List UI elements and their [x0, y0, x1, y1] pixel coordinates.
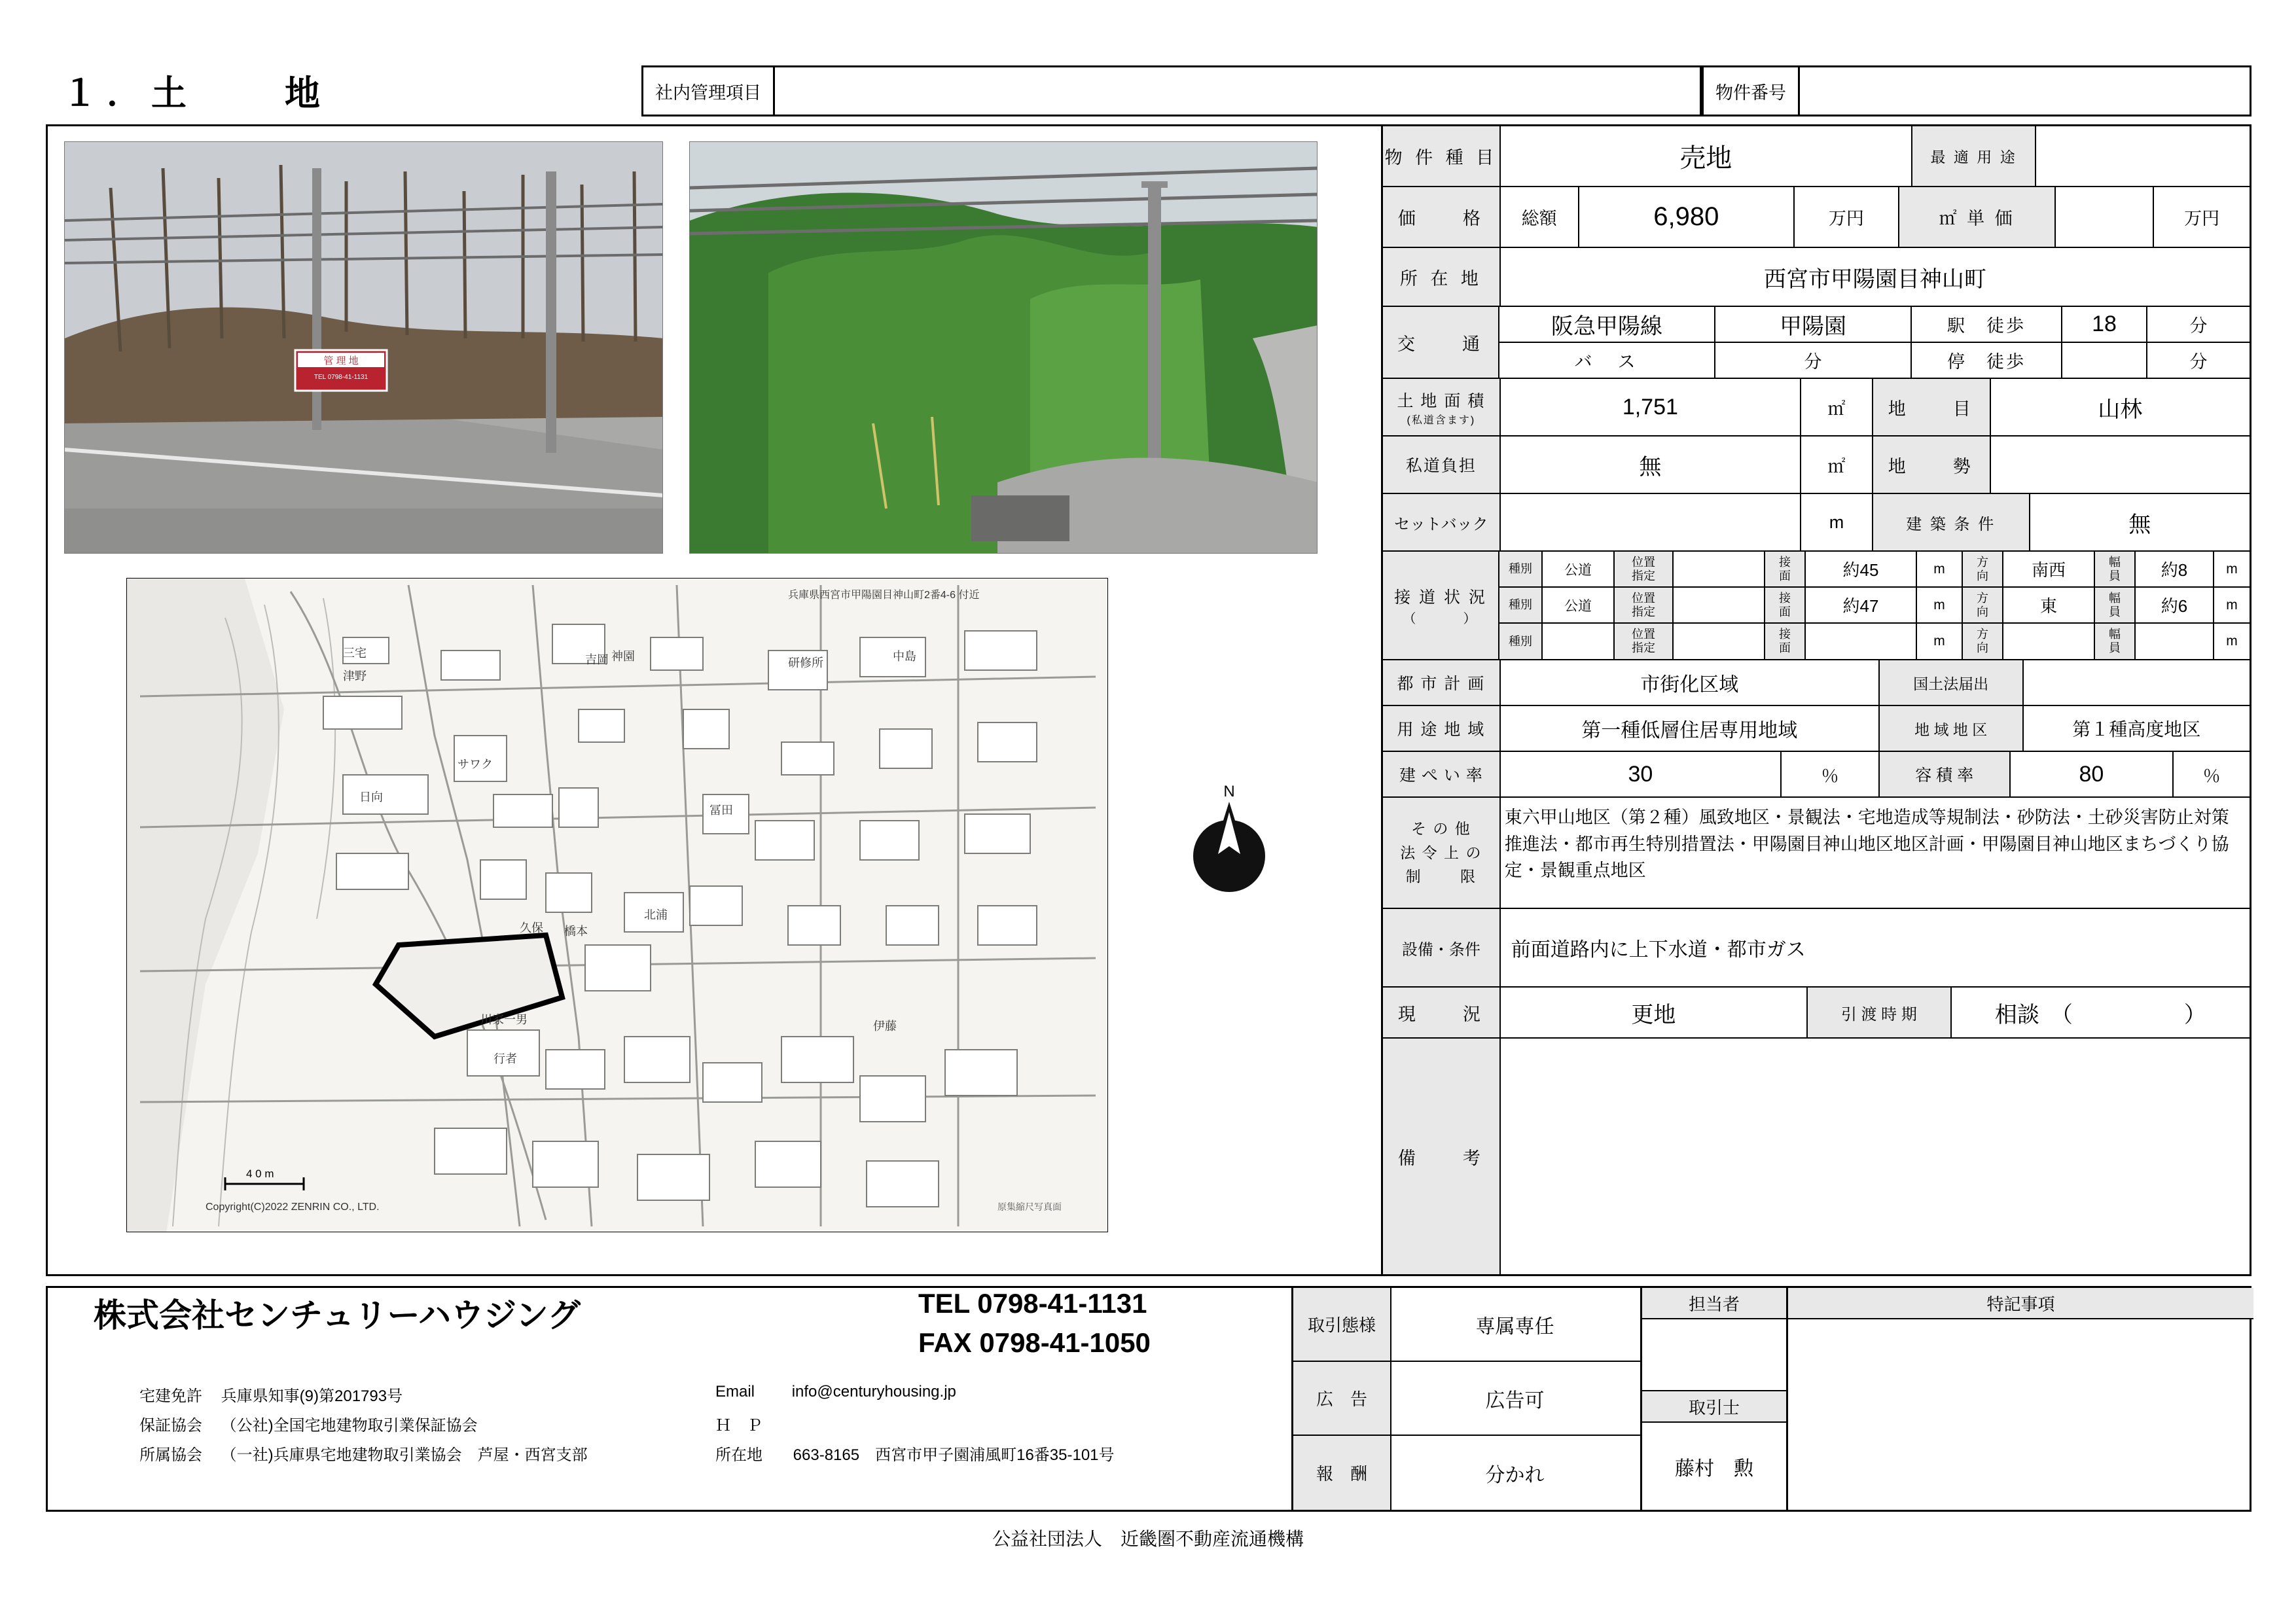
company-fax: FAX 0798-41-1050 — [918, 1327, 1151, 1358]
access-label-sub: （ ） — [1403, 611, 1479, 626]
access-label-main: 接 道 状 況 — [1394, 588, 1487, 607]
svg-text:川家一男: 川家一男 — [480, 1013, 528, 1026]
assoc-label: 所属協会 — [139, 1446, 202, 1464]
svg-text:Copyright(C)2022 ZENRIN CO., L: Copyright(C)2022 ZENRIN CO., LTD. — [206, 1202, 380, 1213]
station-walk-label: 駅 徒歩 — [1912, 307, 2062, 342]
access-pos-label-1: 位置 指定 — [1615, 552, 1674, 586]
svg-text:原集縮尺写真面: 原集縮尺写真面 — [997, 1202, 1062, 1212]
photo-site-1 — [64, 141, 663, 554]
kenpei-value: 30 — [1501, 752, 1782, 796]
youseki-label: 容 積 率 — [1880, 752, 2011, 796]
svg-text:北浦: 北浦 — [644, 908, 668, 921]
access-width-label-3: 幅 員 — [2095, 624, 2136, 659]
fee-value: 分かれ — [1485, 1464, 1545, 1486]
station-value: 甲陽園 — [1715, 307, 1912, 342]
price-total-label: 総額 — [1501, 187, 1579, 247]
svg-text:兵庫県西宮市甲陽園目神山町2番4-6 付近: 兵庫県西宮市甲陽園目神山町2番4-6 付近 — [788, 590, 980, 601]
svg-text:神園: 神園 — [611, 650, 635, 663]
land-area-value: 1,751 — [1501, 379, 1801, 435]
property-number-label: 物件番号 — [1715, 82, 1786, 103]
access-label — [1383, 552, 1499, 659]
price-label: 価 格 — [1383, 187, 1501, 247]
access-dir-label-2: 方 向 — [1963, 588, 2003, 622]
access-face-label-3: 接 面 — [1765, 624, 1806, 659]
stop-minutes[interactable] — [2062, 343, 2147, 378]
hp-row — [715, 1412, 795, 1435]
access-type-label-1: 種別 — [1499, 552, 1543, 586]
chimoku-value: 山林 — [2098, 397, 2143, 422]
handover-value: 相談 （ ） — [1994, 1002, 2206, 1027]
private-road-unit: ㎡ — [1801, 437, 1873, 493]
access-face-label-2: 接 面 — [1765, 588, 1806, 622]
equipment-value: 前面道路内に上下水道・都市ガス — [1511, 939, 1806, 961]
walk-minutes-unit: 分 — [2189, 316, 2208, 336]
svg-text:日向: 日向 — [359, 791, 383, 804]
setback-label: セットバック — [1383, 494, 1501, 550]
best-use-label: 最 適 用 途 — [1912, 126, 2037, 186]
access-pos-value-3[interactable] — [1674, 624, 1765, 659]
ad-label: 広 告 — [1293, 1362, 1391, 1435]
access-width-value-1: 約8 — [2136, 552, 2214, 586]
office-address-row — [715, 1442, 1115, 1465]
price-unit: 万円 — [1795, 187, 1899, 247]
city-plan-value: 市街化区域 — [1501, 660, 1880, 705]
office-address-label: 所在地 — [715, 1446, 762, 1464]
access-width-unit-2: m — [2226, 597, 2238, 613]
status-label: 現 況 — [1383, 988, 1501, 1037]
kokudo-value[interactable] — [2024, 660, 2250, 705]
photo-site-2 — [689, 141, 1318, 554]
land-area-label-sub: (私道含ます) — [1407, 414, 1476, 426]
chisei-label: 地 勢 — [1873, 437, 1991, 493]
price-total-value: 6,980 — [1579, 187, 1795, 247]
chiiki-label: 地 域 地 区 — [1880, 706, 2024, 751]
access-type-value-3[interactable] — [1543, 624, 1615, 659]
office-address-value: 663-8165 西宮市甲子園浦風町16番35-101号 — [793, 1446, 1115, 1464]
unit-price-value[interactable] — [2056, 187, 2154, 247]
company-tel: TEL 0798-41-1131 — [918, 1288, 1147, 1319]
land-area-label-main: 土 地 面 積 — [1397, 391, 1486, 410]
email-label: Email — [715, 1383, 755, 1400]
bus-minutes-unit: 分 — [1715, 343, 1912, 378]
svg-text:N: N — [1223, 783, 1235, 800]
internal-management-box — [641, 65, 1702, 116]
company-name: 株式会社センチュリーハウジング — [94, 1297, 581, 1334]
train-line-value: 阪急甲陽線 — [1499, 307, 1715, 342]
access-pos-label-3: 位置 指定 — [1615, 624, 1674, 659]
svg-text:TEL 0798-41-1131: TEL 0798-41-1131 — [314, 374, 368, 381]
page-title: １．土 地 — [62, 74, 329, 113]
svg-text:三宅: 三宅 — [343, 647, 367, 660]
svg-text:伊藤: 伊藤 — [873, 1020, 897, 1033]
private-road-value: 無 — [1501, 437, 1801, 493]
deal-type-value: 専属専任 — [1475, 1315, 1554, 1338]
access-face-unit-1: m — [1917, 552, 1963, 586]
hp-label: Ｈ Ｐ — [715, 1417, 762, 1435]
chiiki-value: 第１種高度地区 — [2072, 719, 2201, 740]
access-face-unit-2: m — [1917, 588, 1963, 622]
youto-label: 用 途 地 域 — [1383, 706, 1501, 751]
build-condition-label: 建 築 条 件 — [1873, 494, 2030, 550]
ad-value: 広告可 — [1485, 1389, 1545, 1412]
svg-text:行者: 行者 — [493, 1052, 517, 1065]
access-face-label-1: 接 面 — [1765, 552, 1806, 586]
access-face-value-1: 約45 — [1806, 552, 1917, 586]
kenpei-unit: ％ — [1782, 752, 1880, 796]
deal-type-label: 取引態様 — [1293, 1288, 1391, 1361]
access-type-value-1: 公道 — [1543, 552, 1615, 586]
access-type-label-3: 種別 — [1499, 624, 1543, 659]
access-pos-value-1[interactable] — [1674, 552, 1765, 586]
access-width-label-1: 幅 員 — [2095, 552, 2136, 586]
svg-text:久保: 久保 — [520, 921, 543, 935]
email-row — [715, 1383, 956, 1401]
stop-walk-label: 停 徒歩 — [1912, 343, 2062, 378]
assoc-row — [139, 1442, 588, 1465]
svg-text:サワク: サワク — [457, 758, 493, 771]
staff-label: 担当者 — [1642, 1288, 1786, 1319]
staff-value[interactable] — [1642, 1319, 1786, 1391]
land-area-label — [1383, 379, 1501, 435]
license-value: 兵庫県知事(9)第201793号 — [221, 1387, 403, 1405]
access-pos-label-2: 位置 指定 — [1615, 588, 1674, 622]
fee-label: 報 酬 — [1293, 1436, 1391, 1510]
access-face-value-3[interactable] — [1806, 624, 1917, 659]
other-law-value: 東六甲山地区（第２種）風致地区・景観法・宅地造成等規制法・砂防法・土砂災害防止対策推進法・都市再生特別措置法・甲陽園目神山地区地区計画・甲陽園目神山地区まちづくり協定・景観重点地区 — [1504, 808, 2229, 880]
access-dir-value-1: 南西 — [2003, 552, 2095, 586]
email-value[interactable]: info@centuryhousing.jp — [791, 1383, 956, 1400]
access-width-label-2: 幅 員 — [2095, 588, 2136, 622]
license-row — [139, 1383, 403, 1406]
private-road-label: 私道負担 — [1383, 437, 1501, 493]
access-pos-value-2[interactable] — [1674, 588, 1765, 622]
access-dir-value-2: 東 — [2003, 588, 2095, 622]
kenpei-label: 建 ぺ い 率 — [1383, 752, 1501, 796]
remarks-label: 備 考 — [1383, 1039, 1501, 1274]
svg-text:冨田: 冨田 — [709, 804, 733, 817]
internal-management-label: 社内管理項目 — [655, 82, 761, 103]
svg-text:津野: 津野 — [343, 669, 367, 683]
internal-management-field[interactable] — [773, 67, 1700, 115]
access-width-value-3[interactable] — [2136, 624, 2214, 659]
status-value: 更地 — [1501, 988, 1808, 1037]
assoc-value: （一社)兵庫県宅地建物取引業協会 芦屋・西宮支部 — [221, 1446, 588, 1464]
access-face-value-2: 約47 — [1806, 588, 1917, 622]
youseki-unit: ％ — [2202, 766, 2221, 786]
transaction-table — [1291, 1288, 2253, 1510]
access-width-value-2: 約6 — [2136, 588, 2214, 622]
unit-price-unit: 万円 — [2184, 209, 2220, 228]
access-dir-label-1: 方 向 — [1963, 552, 2003, 586]
kokudo-label: 国土法届出 — [1880, 660, 2024, 705]
access-type-label-2: 種別 — [1499, 588, 1543, 622]
bus-label: バ ス — [1499, 343, 1715, 378]
chisei-value[interactable] — [1991, 437, 2250, 493]
kind-label: 物 件 種 目 — [1383, 126, 1501, 186]
access-dir-value-3[interactable] — [2003, 624, 2095, 659]
address-label: 所 在 地 — [1383, 248, 1501, 306]
setback-value[interactable] — [1501, 494, 1801, 550]
organization-note: 公益社団法人 近畿圏不動産流通機構 — [992, 1529, 1304, 1549]
company-footer — [46, 1286, 2251, 1512]
access-face-unit-3: m — [1917, 624, 1963, 659]
special-notes-label: 特記事項 — [1788, 1288, 2253, 1319]
svg-text:4 0 m: 4 0 m — [246, 1168, 274, 1180]
walk-minutes: 18 — [2062, 307, 2147, 342]
chimoku-label: 地 目 — [1873, 379, 1991, 435]
youto-value: 第一種低層住居専用地域 — [1501, 706, 1880, 751]
guarantee-label: 保証協会 — [139, 1417, 202, 1435]
setback-unit: m — [1801, 494, 1873, 550]
unit-price-label: ㎡ 単 価 — [1899, 187, 2056, 247]
agent-label: 取引士 — [1642, 1391, 1786, 1423]
address-value: 西宮市甲陽園目神山町 — [1763, 266, 1986, 292]
property-number-box — [1702, 65, 2251, 116]
agent-value: 藤村 勲 — [1675, 1457, 1753, 1480]
handover-label: 引 渡 時 期 — [1808, 988, 1952, 1037]
remarks-value[interactable] — [1501, 1039, 2250, 1274]
kind-value: 売地 — [1501, 126, 1912, 186]
city-plan-label: 都 市 計 画 — [1383, 660, 1501, 705]
property-spec-table — [1381, 124, 2251, 1276]
access-dir-label-3: 方 向 — [1963, 624, 2003, 659]
youseki-value: 80 — [2011, 752, 2174, 796]
traffic-label: 交 通 — [1383, 307, 1499, 378]
stop-minutes-unit: 分 — [2189, 352, 2208, 372]
svg-text:研修所: 研修所 — [788, 656, 823, 669]
north-arrow-icon — [1187, 781, 1272, 908]
license-label: 宅建免許 — [139, 1387, 202, 1405]
best-use-value[interactable] — [2036, 126, 2250, 186]
access-type-value-2: 公道 — [1543, 588, 1615, 622]
location-map[interactable] — [126, 578, 1108, 1232]
guarantee-value: （公社)全国宅地建物取引業保証協会 — [221, 1417, 478, 1435]
land-area-unit: ㎡ — [1801, 379, 1873, 435]
equipment-label: 設備・条件 — [1383, 909, 1501, 986]
build-condition-value: 無 — [2128, 512, 2151, 537]
special-notes-value[interactable] — [1788, 1319, 2253, 1510]
guarantee-row — [139, 1412, 478, 1435]
property-number-field[interactable] — [1798, 67, 2250, 115]
access-width-unit-1: m — [2226, 561, 2238, 577]
svg-text:管 理 地: 管 理 地 — [323, 355, 359, 366]
svg-text:吉岡: 吉岡 — [585, 653, 609, 666]
svg-text:橋本: 橋本 — [564, 925, 588, 938]
svg-text:中島: 中島 — [893, 650, 916, 663]
access-width-unit-3: m — [2226, 633, 2238, 649]
other-law-label: そ の 他 法 令 上 の 制 限 — [1383, 798, 1501, 908]
